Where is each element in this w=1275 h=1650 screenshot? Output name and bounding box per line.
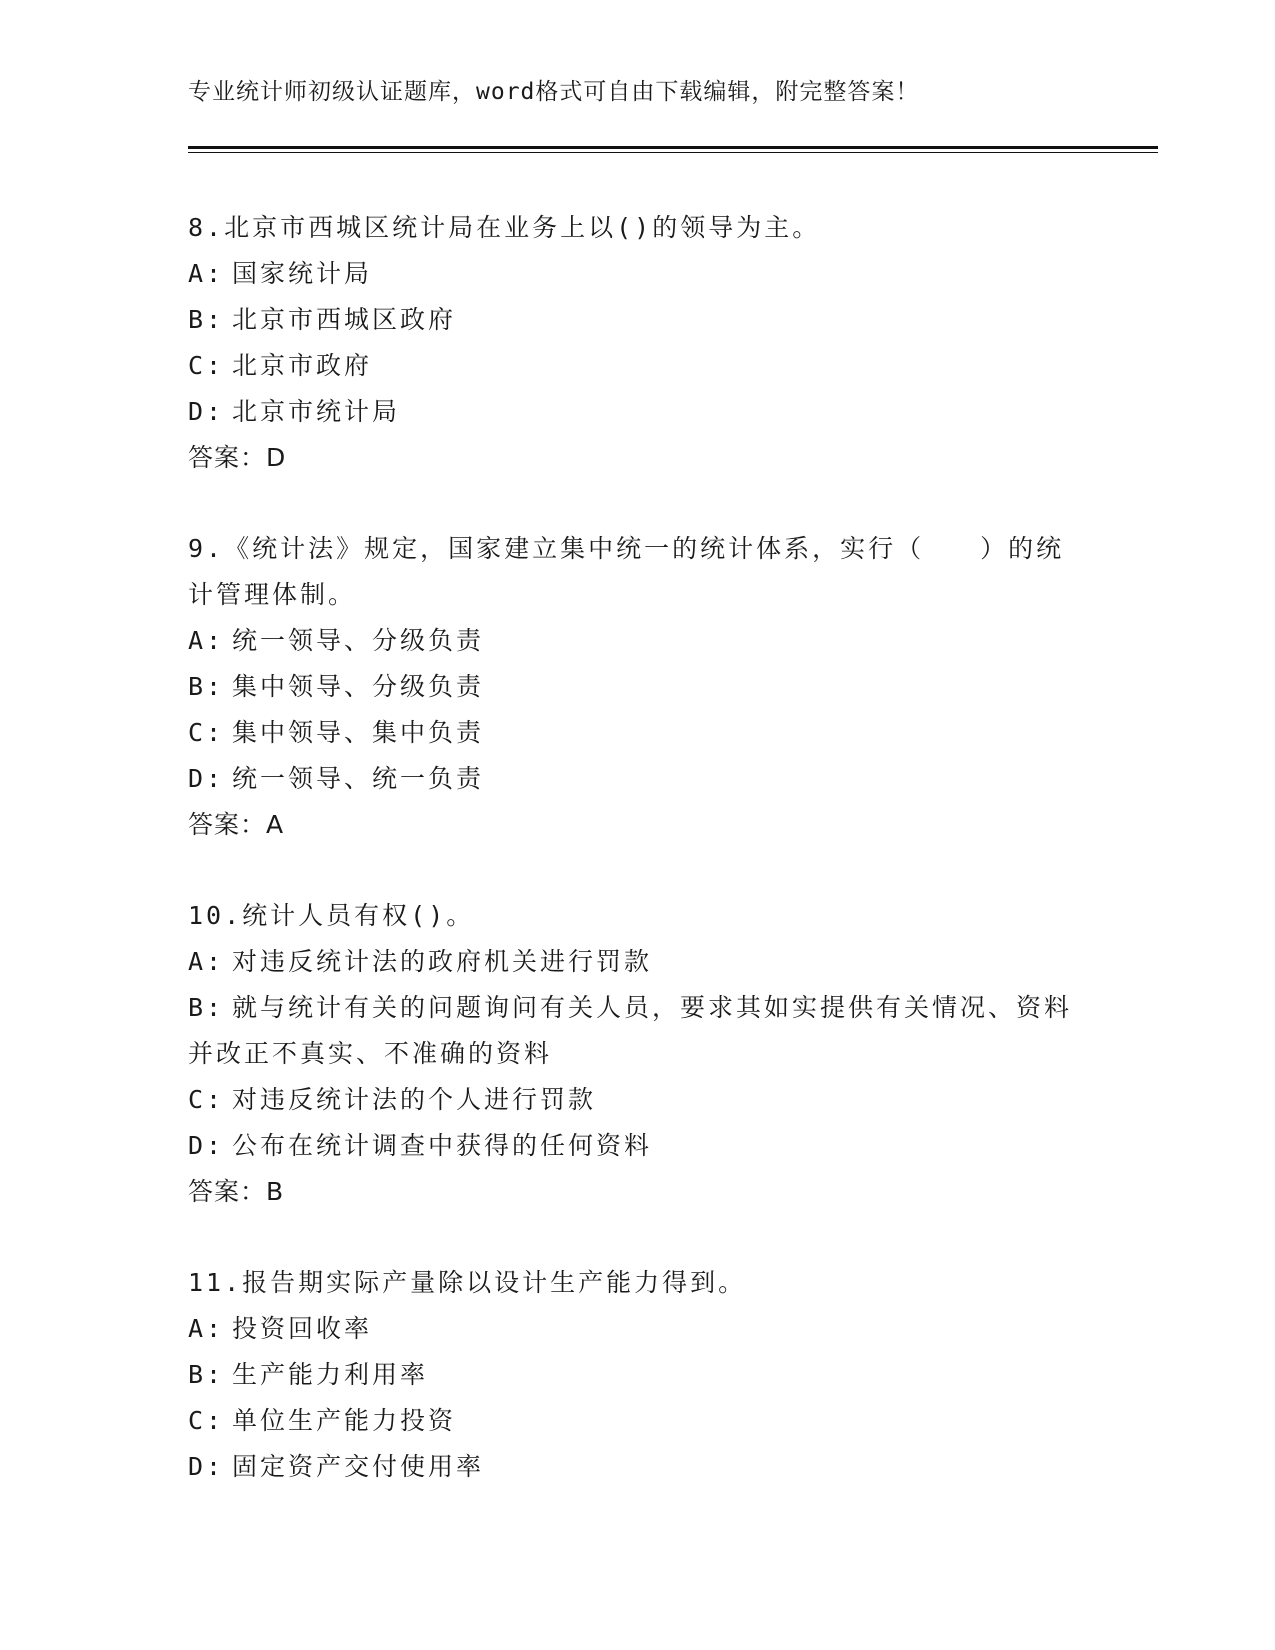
option-key: C:: [188, 718, 225, 747]
option-b: [188, 985, 1088, 1077]
option-a: [188, 251, 1088, 297]
option-key: C:: [188, 1406, 225, 1435]
question-stem: 11.报告期实际产量除以设计生产能力得到。: [188, 1268, 747, 1297]
question-stem: 10.统计人员有权()。: [188, 901, 475, 930]
option-key: C:: [188, 1085, 225, 1114]
option-a: [188, 618, 1088, 664]
question-list: [188, 205, 1088, 1535]
option-b: [188, 297, 1088, 343]
option-text: 集中领导、集中负责: [232, 718, 485, 747]
option-c: [188, 1077, 1088, 1123]
question-9: [188, 526, 1088, 848]
question-stem: 9.《统计法》规定，国家建立集中统一的统计体系，实行（ ）的统计管理体制。: [188, 534, 1065, 609]
option-key: D:: [188, 1131, 225, 1160]
option-b: [188, 664, 1088, 710]
option-text: 单位生产能力投资: [232, 1406, 457, 1435]
question-10: [188, 893, 1088, 1215]
option-c: [188, 710, 1088, 756]
option-key: C:: [188, 351, 225, 380]
option-d: [188, 1444, 1088, 1490]
option-text: 就与统计有关的问题询问有关人员，要求其如实提供有关情况、资料并改正不真实、不准确的资料: [188, 993, 1073, 1068]
option-c: [188, 1398, 1088, 1444]
option-key: B:: [188, 1360, 225, 1389]
option-key: D:: [188, 1452, 225, 1481]
header-divider-thin: [188, 152, 1158, 153]
question-8: [188, 205, 1088, 481]
option-key: A:: [188, 259, 225, 288]
option-text: 投资回收率: [232, 1314, 373, 1343]
option-d: [188, 1123, 1088, 1169]
option-b: [188, 1352, 1088, 1398]
question-stem: 8.北京市西城区统计局在业务上以()的领导为主。: [188, 213, 821, 242]
option-text: 对违反统计法的政府机关进行罚款: [232, 947, 653, 976]
option-d: [188, 756, 1088, 802]
option-text: 北京市西城区政府: [232, 305, 457, 334]
option-key: B:: [188, 305, 225, 334]
header-divider-thick: [188, 146, 1158, 149]
option-c: [188, 343, 1088, 389]
option-text: 集中领导、分级负责: [232, 672, 485, 701]
option-a: [188, 1306, 1088, 1352]
option-key: D:: [188, 397, 225, 426]
option-text: 统一领导、统一负责: [232, 764, 485, 793]
option-text: 统一领导、分级负责: [232, 626, 485, 655]
page-header: 专业统计师初级认证题库，word格式可自由下载编辑，附完整答案！: [188, 79, 920, 105]
option-text: 生产能力利用率: [232, 1360, 429, 1389]
option-text: 对违反统计法的个人进行罚款: [232, 1085, 597, 1114]
option-key: D:: [188, 764, 225, 793]
answer-line: 答案：A: [188, 810, 285, 839]
option-text: 北京市政府: [232, 351, 373, 380]
option-key: A:: [188, 1314, 225, 1343]
option-key: A:: [188, 626, 225, 655]
option-key: A:: [188, 947, 225, 976]
question-11: [188, 1260, 1088, 1490]
option-a: [188, 939, 1088, 985]
option-text: 固定资产交付使用率: [232, 1452, 485, 1481]
option-text: 北京市统计局: [232, 397, 401, 426]
option-key: B:: [188, 672, 225, 701]
option-text: 国家统计局: [232, 259, 373, 288]
answer-line: 答案：D: [188, 443, 287, 472]
option-key: B:: [188, 993, 225, 1022]
answer-line: 答案：B: [188, 1177, 285, 1206]
option-text: 公布在统计调查中获得的任何资料: [232, 1131, 653, 1160]
option-d: [188, 389, 1088, 435]
